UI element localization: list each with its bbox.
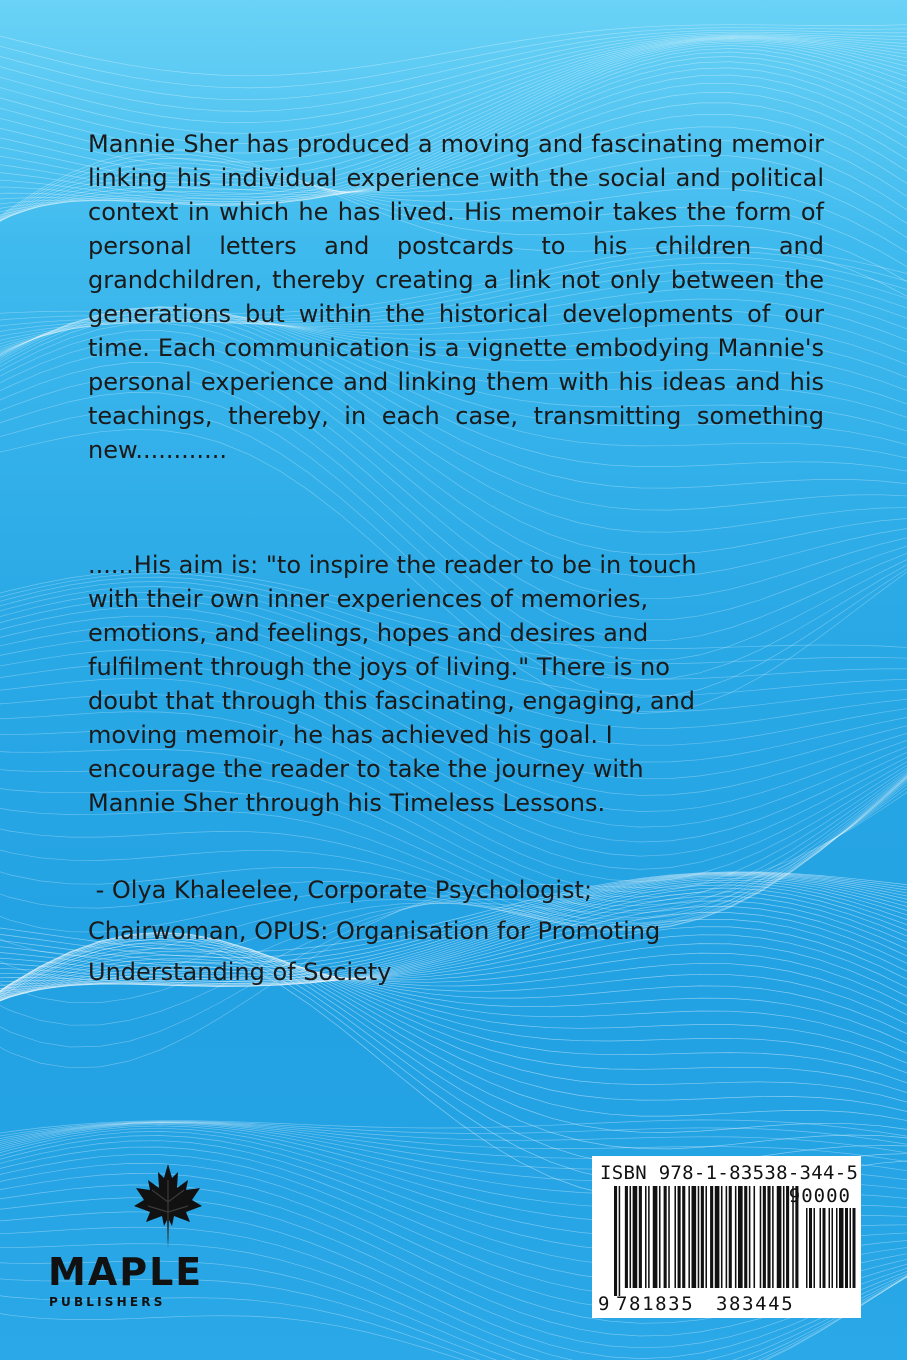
barcode-bar: [633, 1186, 638, 1288]
addon-bar: [850, 1208, 852, 1288]
publisher-logo: [48, 1160, 208, 1320]
barcode-bar: [664, 1186, 667, 1288]
blurb-line: with their own inner experiences of memories,: [88, 585, 649, 613]
addon-bar: [809, 1208, 812, 1288]
barcode-bar: [625, 1186, 628, 1288]
barcode-bar: [777, 1186, 782, 1288]
addon-bar: [836, 1208, 838, 1288]
isbn-label: ISBN 978-1-83538-344-5: [600, 1162, 859, 1184]
barcode-bar: [754, 1186, 756, 1288]
barcode-bar: [698, 1186, 700, 1288]
isbn-barcode: [592, 1156, 861, 1318]
wave-line: [0, 32, 907, 111]
addon-bar: [820, 1208, 822, 1288]
barcode-bar: [630, 1186, 632, 1288]
barcode-digits-left: 781835: [616, 1293, 695, 1315]
blurb-line: doubt that through this fascinating, engaging, and: [88, 687, 696, 715]
wave-line: [0, 35, 907, 133]
addon-bar: [823, 1208, 826, 1288]
barcode-bar: [721, 1186, 723, 1288]
barcode-bar: [668, 1186, 670, 1288]
publisher-name: MAPLE: [48, 1250, 204, 1294]
addon-bar: [832, 1208, 834, 1288]
barcode-bar: [744, 1186, 747, 1288]
barcode-bar: [692, 1186, 697, 1288]
barcode-bar: [682, 1186, 685, 1288]
attribution-line: - Olya Khaleelee, Corporate Psychologist;: [88, 876, 593, 904]
barcode-digits-right: 383445: [716, 1293, 795, 1315]
barcode-bar: [639, 1186, 642, 1288]
price-code: 90000: [788, 1185, 851, 1207]
endorsement-attribution: [88, 870, 824, 993]
barcode-digit-first: 9: [598, 1293, 610, 1315]
blurb-line: ......His aim is: "to inspire the reader to be in touch: [88, 551, 697, 579]
addon-bar: [829, 1208, 831, 1288]
attribution-line: Chairwoman, OPUS: Organisation for Promoting: [88, 917, 661, 945]
blurb-line: encourage the reader to take the journey with: [88, 755, 644, 783]
barcode-bar: [705, 1186, 707, 1288]
barcode-bar: [783, 1186, 785, 1288]
barcode-bar: [715, 1186, 720, 1288]
addon-bar: [839, 1208, 844, 1288]
barcode-bar: [701, 1186, 704, 1288]
attribution-line: Understanding of Society: [88, 958, 392, 986]
barcode-bar: [729, 1186, 732, 1288]
blurb-line: Mannie Sher through his Timeless Lessons.: [88, 789, 606, 817]
barcode-bar: [659, 1186, 661, 1288]
barcode-bar: [614, 1186, 617, 1296]
barcode-bar: [767, 1186, 770, 1288]
blurb-line: moving memoir, he has achieved his goal. I: [88, 721, 613, 749]
addon-bar: [806, 1208, 808, 1288]
barcode-bar: [688, 1186, 690, 1288]
blurb-paragraph-2: [88, 548, 824, 820]
barcode-digits: [598, 1293, 794, 1315]
maple-leaf-icon: [128, 1160, 208, 1250]
addon-bar: [845, 1208, 848, 1288]
blurb-line: fulfilment through the joys of living." There is no: [88, 653, 670, 681]
blurb-line: emotions, and feelings, hopes and desires and: [88, 619, 649, 647]
addon-bar: [814, 1208, 816, 1288]
barcode-bar: [619, 1186, 621, 1296]
barcode-bar: [735, 1186, 737, 1288]
barcode-bar: [653, 1186, 658, 1288]
barcode-bar: [772, 1186, 774, 1288]
barcode-bar: [749, 1186, 751, 1288]
publisher-subtitle: PUBLISHERS: [49, 1295, 166, 1309]
barcode-bar: [645, 1186, 647, 1288]
barcode-bar: [760, 1186, 762, 1288]
barcode-bar: [678, 1186, 681, 1288]
barcode-bar: [648, 1186, 650, 1288]
barcode-bar: [726, 1186, 728, 1288]
barcode-bar: [763, 1186, 766, 1288]
barcode-bar: [674, 1186, 676, 1288]
barcode-bar: [738, 1186, 743, 1288]
barcode-bar: [710, 1186, 713, 1288]
addon-bar: [853, 1208, 856, 1288]
blurb-paragraph-1: Mannie Sher has produced a moving and fascinating memoir linking his individual experience with the social and political context in which he has lived. His memoir takes the form of personal letters and postcards to his children and grandchildren, thereby creating a link not only between the generations but within the historical developments of our time. Each communication is a vignette embodying Mannie's personal experience and linking them with his ideas and his teachings, thereby, in each case, transmitting something new............: [88, 130, 824, 464]
